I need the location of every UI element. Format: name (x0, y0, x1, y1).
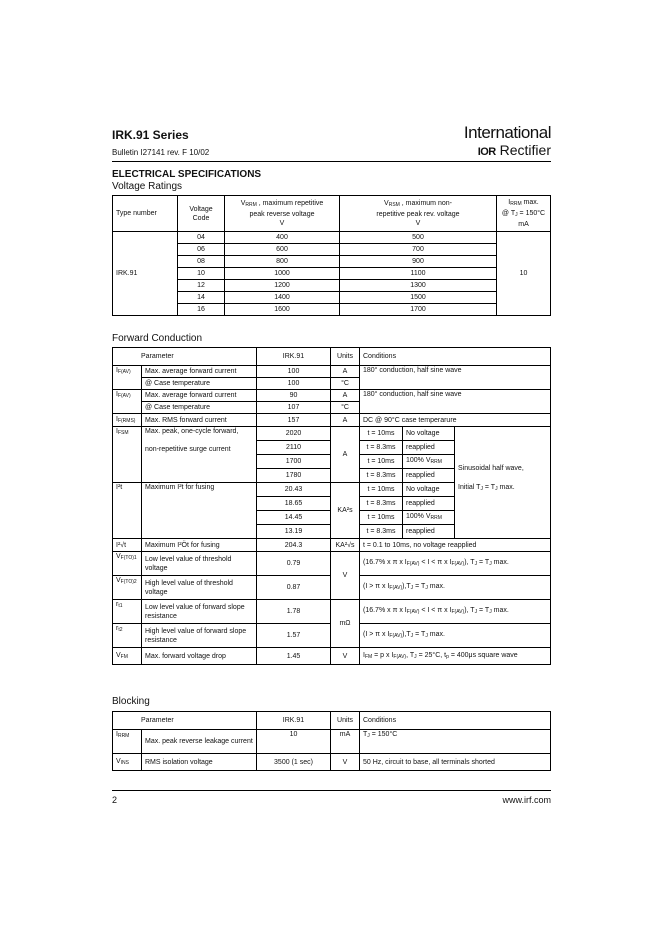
value-cell: 20.43 (257, 483, 331, 497)
cond-cell: 180° conduction, half sine wave (360, 366, 551, 390)
footer-rule (112, 790, 551, 791)
header-rule (112, 161, 551, 162)
cond-cell: DC @ 90°C case temperarure (360, 414, 551, 427)
time-cell: t = 10ms (360, 455, 403, 469)
forward-conduction-title: Forward Conduction (112, 333, 203, 344)
col-part: IRK.91 (257, 348, 331, 366)
reapply-cell: No voltage (403, 483, 455, 497)
time-cell: t = 10ms (360, 483, 403, 497)
table-row (113, 292, 551, 304)
param-desc: Low level value of forward slope resistance (142, 600, 257, 624)
note-cell: Sinusoidal half wave, (455, 427, 551, 483)
col-voltage-code: Voltage Code (178, 196, 225, 232)
param-desc: Max. forward voltage drop (142, 648, 257, 665)
value-cell: 107 (257, 402, 331, 414)
cond-cell: $T_J = 150^\circ C$ (360, 730, 551, 754)
time-cell: t = 10ms (360, 511, 403, 525)
param-desc: Max. RMS forward current (142, 414, 257, 427)
unit-cell: V (331, 552, 360, 600)
table-row (113, 232, 551, 244)
value-cell: 10 (257, 730, 331, 754)
company-logo (464, 124, 551, 160)
param-desc: Maximum I²t for fusing (142, 483, 257, 539)
vrsm-cell: 1500 (340, 292, 497, 304)
param-desc: Max. average forward current (142, 366, 257, 378)
param-desc: RMS isolation voltage (142, 754, 257, 771)
vrrm-cell: 800 (225, 256, 340, 268)
blocking-table (112, 711, 551, 771)
value-cell: 157 (257, 414, 331, 427)
reapply-cell: 100% $V_{RRM}$ (403, 455, 455, 469)
type-cell: IRK.91 (113, 232, 178, 316)
value-cell: 1700 (257, 455, 331, 469)
reapply-cell: No voltage (403, 427, 455, 441)
code-cell: 16 (178, 304, 225, 316)
voltage-ratings-title: Voltage Ratings (112, 181, 183, 192)
col-type-number: Type number (113, 196, 178, 232)
vrsm-cell: 500 (340, 232, 497, 244)
param-desc: High level value of forward slope resistance (142, 624, 257, 648)
cond-cell: $I_{FM} = p$ x $I_{F(AV)}$, $T_J = 25^\circ C$, $t_p = 400\mu s$ square wave (360, 648, 551, 665)
code-cell: 08 (178, 256, 225, 268)
value-cell: 13.19 (257, 525, 331, 539)
col-part: IRK.91 (257, 712, 331, 730)
param-desc: Max. average forward current (142, 390, 257, 402)
vrsm-cell: 900 (340, 256, 497, 268)
col-parameter: Parameter (113, 712, 257, 730)
sym-i2rt: I²√t (113, 539, 142, 552)
cond-cell: (I > π x $I_{F(AV)}),T_J = T_J$ max. (360, 624, 551, 648)
document-title: IRK.91 Series (112, 128, 189, 142)
page-number: 2 (112, 795, 118, 805)
vrsm-cell: 1300 (340, 280, 497, 292)
time-cell: t = 10ms (360, 427, 403, 441)
cond-cell: t = 0.1 to 10ms, no voltage reapplied (360, 539, 551, 552)
unit-cell: °C (331, 378, 360, 390)
table-row (113, 304, 551, 316)
param-desc: Maximum I²Öt for fusing (142, 539, 257, 552)
vrsm-cell: 1700 (340, 304, 497, 316)
code-cell: 04 (178, 232, 225, 244)
col-vrrm: $V_{RRM}$ , maximum repetitive peak reverse voltage V (225, 196, 340, 232)
table-row (113, 256, 551, 268)
sym-ifav: $I_{F(AV)}$ (113, 390, 142, 414)
time-cell: t = 8.3ms (360, 525, 403, 539)
param-desc: Low level value of threshold voltage (142, 552, 257, 576)
unit-cell: A (331, 414, 360, 427)
param-desc: @ Case temperature (142, 378, 257, 390)
value-cell: 90 (257, 390, 331, 402)
unit-cell: A (331, 390, 360, 402)
value-cell: 100 (257, 378, 331, 390)
reapply-cell: reapplied (403, 497, 455, 511)
logo-ior-mark: IOR (477, 146, 496, 158)
value-cell: 2110 (257, 441, 331, 455)
forward-conduction-table (112, 347, 551, 665)
vrrm-cell: 1400 (225, 292, 340, 304)
param-desc: High level value of threshold voltage (142, 576, 257, 600)
code-cell: 06 (178, 244, 225, 256)
sym-rt2: $r_{t2}$ (113, 624, 142, 648)
irrm-cell: 10 (497, 232, 551, 316)
time-cell: t = 8.3ms (360, 469, 403, 483)
col-conditions: Conditions (360, 348, 551, 366)
time-cell: t = 8.3ms (360, 497, 403, 511)
note-cell: Initial $T_J = T_J$ max. (455, 483, 551, 539)
vrsm-cell: 700 (340, 244, 497, 256)
table-row (113, 280, 551, 292)
unit-cell: °C (331, 402, 360, 414)
cond-cell: (16.7% x π x $I_{F(AV)} < I < \pi$ x $I_{F(AV)}$), $T_J = T_J$ max. (360, 552, 551, 576)
col-conditions: Conditions (360, 712, 551, 730)
vrrm-cell: 1600 (225, 304, 340, 316)
logo-rectifier: Rectifier (499, 142, 551, 158)
param-desc: @ Case temperature (142, 402, 257, 414)
unit-cell: KA²√s (331, 539, 360, 552)
vrrm-cell: 400 (225, 232, 340, 244)
param-desc: Max. peak, one-cycle forward, non-repetitive surge current (142, 427, 257, 483)
value-cell: 2020 (257, 427, 331, 441)
value-cell: 18.65 (257, 497, 331, 511)
unit-cell: V (331, 648, 360, 665)
cond-cell: 180° conduction, half sine wave (360, 390, 551, 414)
time-cell: t = 8.3ms (360, 441, 403, 455)
unit-cell: A (331, 427, 360, 483)
value-cell: 3500 (1 sec) (257, 754, 331, 771)
bulletin-line: Bulletin I27141 rev. F 10/02 (112, 148, 210, 157)
code-cell: 10 (178, 268, 225, 280)
col-vrsm: $V_{RSM}$ , maximum non- repetitive peak rev. voltage V (340, 196, 497, 232)
code-cell: 14 (178, 292, 225, 304)
sym-vto1: $V_{F(TO)1}$ (113, 552, 142, 576)
col-units: Units (331, 348, 360, 366)
cond-cell: (16.7% x π x $I_{F(AV)} < I < \pi$ x $I_{F(AV)}$), $T_J = T_J$ max. (360, 600, 551, 624)
reapply-cell: 100% $V_{RRM}$ (403, 511, 455, 525)
unit-cell: mΩ (331, 600, 360, 648)
voltage-ratings-table (112, 195, 551, 316)
sym-ifrms: $I_{F(RMS)}$ (113, 414, 142, 427)
blocking-title: Blocking (112, 696, 150, 707)
code-cell: 12 (178, 280, 225, 292)
reapply-cell: reapplied (403, 441, 455, 455)
sym-vins: $V_{INS}$ (113, 754, 142, 771)
value-cell: 204.3 (257, 539, 331, 552)
value-cell: 1.78 (257, 600, 331, 624)
value-cell: 100 (257, 366, 331, 378)
vrsm-cell: 1100 (340, 268, 497, 280)
col-parameter: Parameter (113, 348, 257, 366)
sym-ifav: $I_{F(AV)}$ (113, 366, 142, 390)
cond-cell: 50 Hz, circuit to base, all terminals shorted (360, 754, 551, 771)
vrrm-cell: 600 (225, 244, 340, 256)
sym-irrm: $I_{RRM}$ (113, 730, 142, 754)
table-row (113, 244, 551, 256)
unit-cell: A (331, 366, 360, 378)
sym-i2t: I²t (113, 483, 142, 539)
vrrm-cell: 1000 (225, 268, 340, 280)
cond-cell: (I > π x $I_{F(AV)}),T_J = T_J$ max. (360, 576, 551, 600)
unit-cell: V (331, 754, 360, 771)
value-cell: 14.45 (257, 511, 331, 525)
value-cell: 0.79 (257, 552, 331, 576)
sym-rt1: $r_{t1}$ (113, 600, 142, 624)
unit-cell: KA²s (331, 483, 360, 539)
col-units: Units (331, 712, 360, 730)
sym-ifsm: $I_{FSM}$ (113, 427, 142, 483)
sym-vto2: $V_{F(TO)2}$ (113, 576, 142, 600)
value-cell: 1.57 (257, 624, 331, 648)
value-cell: 1.45 (257, 648, 331, 665)
table-row (113, 268, 551, 280)
param-desc: Max. peak reverse leakage current (142, 730, 257, 754)
website-link[interactable]: www.irf.com (502, 795, 551, 805)
unit-cell: mA (331, 730, 360, 754)
vrrm-cell: 1200 (225, 280, 340, 292)
reapply-cell: reapplied (403, 469, 455, 483)
value-cell: 1780 (257, 469, 331, 483)
col-irrm: $I_{RRM}$ max. @ $T_J = 150^\circ C$ mA (497, 196, 551, 232)
reapply-cell: reapplied (403, 525, 455, 539)
sym-vfm: $V_{FM}$ (113, 648, 142, 665)
logo-international: International (463, 123, 551, 142)
section-heading: ELECTRICAL SPECIFICATIONS (112, 169, 262, 180)
value-cell: 0.87 (257, 576, 331, 600)
